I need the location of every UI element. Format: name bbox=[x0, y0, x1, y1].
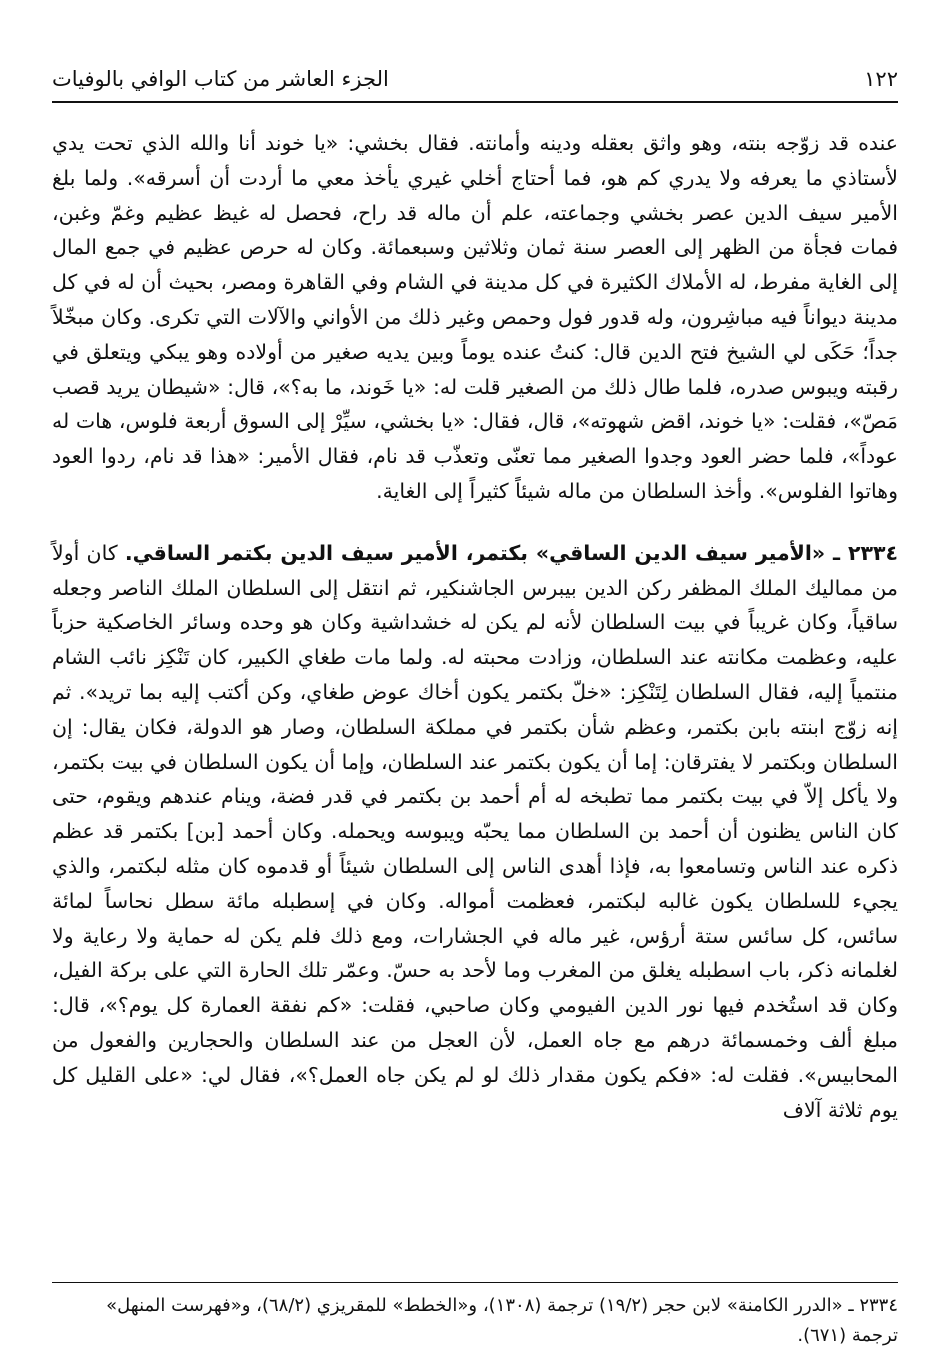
paragraph-2 bbox=[52, 536, 898, 1128]
footnote-line-2: ترجمة (٦٧١). bbox=[797, 1325, 898, 1346]
paragraph-1: عنده قد زوّجه بنته، وهو واثق بعقله ودينه وأمانته. فقال بخشي: «يا خوند أنا والله الذي تحت يدي لأستاذي ما يعرفه ولا يدري كم هو، فما أحتاج أخلي غيري يأخذ معي ما أردت أن أسرقه». ولما بلغ الأمير سيف الدين عصر بخشي وجماعته، علم أن ماله قد راح، فحصل له غيظ عظيم وغمّ وغبن، فمات فجأة من الظهر إلى العصر سنة ثمان وثلاثين وسبعمائة. وكان له حرص عظيم في جمع المال إلى الغاية مفرط، له الأملاك الكثيرة في كل مدينة في الشام وفي القاهرة ومصر، بحيث أن له في كل مدينة ديواناً فيه مباشِرون، وله قدور فول وحمص وغير ذلك من الأواني والآلات التي تكرى. وكان مبخّلاً جداً؛ حَكَى لي الشيخ فتح الدين قال: كنتُ عنده يوماً وبين يديه صغير من أولاده وهو يبكي ويتعلق في رقبته ويبوس صدره، فلما طال ذلك من الصغير قلت له: «يا خَوند، ما به؟»، قال: «شيطان يريد قصب مَصّ»، فقلت: «يا خوند، اقض شهوته»، قال، فقال: «يا بخشي، سيِّرْ إلى السوق أربعة فلوس، هات له عوداً»، فلما حضر العود وجدوا الصغير مما تعنّى وتعذّب قد نام، فقال الأمير: «هذا قد نام، ردوا العود وهاتوا الفلوس». وأخذ السلطان من ماله شيئاً كثيراً إلى الغاية. bbox=[52, 131, 898, 503]
entry-heading: ٢٣٣٤ ـ «الأمير سيف الدين الساقي» بكتمر، الأمير سيف الدين بكتمر الساقي. bbox=[124, 540, 898, 565]
footnote-line-1: ٢٣٣٤ ـ «الدرر الكامنة» لابن حجر (١٩/٢) ترجمة (١٣٠٨)، و«الخطط» للمقريزي (٦٨/٢)، و«فهرست المنهل» bbox=[106, 1295, 898, 1316]
running-title: الجزء العاشر من كتاب الوافي بالوفيات bbox=[52, 67, 389, 91]
footnote-rule bbox=[52, 1282, 898, 1283]
header-rule bbox=[52, 101, 898, 103]
main-text bbox=[52, 126, 898, 1127]
entry-body: كان أولاً من مماليك الملك المظفر ركن الدين بيبرس الجاشنكير، ثم انتقل إلى السلطان الملك الناصر وجعله ساقياً، وكان غريباً في بيت السلطان لأنه لم يكن له خشداشية وكان هو وحده وسائر الخاصكية حزباً عليه، وعظمت مكانته عند السلطان، وزادت محبته له. ولما مات طغاي الكبير، كان تَنْكِز نائب الشام منتمياً إليه، فقال السلطان لِتَنْكِز: «خلّ بكتمر يكون أخاك عوض طغاي، وكن أكتب إليه بما تريد». ثم إنه زوّج ابنته بابن بكتمر، وعظم شأن بكتمر في مملكة السلطان، وصار هو الدولة، فكان يقال: إن السلطان وبكتمر لا يفترقان: إما أن يكون بكتمر عند السلطان، وإما أن يكون السلطان في بيت بكتمر، ولا يأكل إلاّ في بيت بكتمر مما تطبخه له أم أحمد بن بكتمر في قدر فضة، وينام عندهم ويقوم، حتى كان الناس يظنون أن أحمد بن السلطان مما يحبّه ويبوسه ويحمله. وكان أحمد [بن] بكتمر قد عظم ذكره عند الناس وتسامعوا به، فإذا أهدى الناس إلى السلطان شيئاً أو قدموه كان مثله لبكتمر، والذي يجيء للسلطان يكون غالبه لبكتمر، فعظمت أمواله. وكان في إسطبله مائة سطل نحاساً لمائة سائس، كل سائس ستة أرؤس، غير ماله في الجشارات، ومع ذلك فلم يكن له حماية ولا رعاية ولا لغلمانه ذكر، باب اسطبله يغلق من المغرب وما لأحد به حسّ. وعمّر تلك الحارة التي على بركة الفيل، وكان قد استُخدم فيها نور الدين الفيومي وكان صاحبي، فقلت: «كم نفقة العمارة كل يوم؟»، قال: مبلغ ألف وخمسمائة درهم مع جاه العمل، لأن العجل من عند السلطان والحجارين والفعول من المحابيس». فقلت له: «فكم يكون مقدار ذلك لو لم يكن جاه العمل؟»، فقال لي: «على القليل كل يوم ثلاثة آلاف bbox=[52, 540, 898, 1122]
footnote bbox=[52, 1291, 898, 1351]
page-header bbox=[52, 62, 898, 96]
page-number: ١٢٢ bbox=[864, 67, 898, 91]
